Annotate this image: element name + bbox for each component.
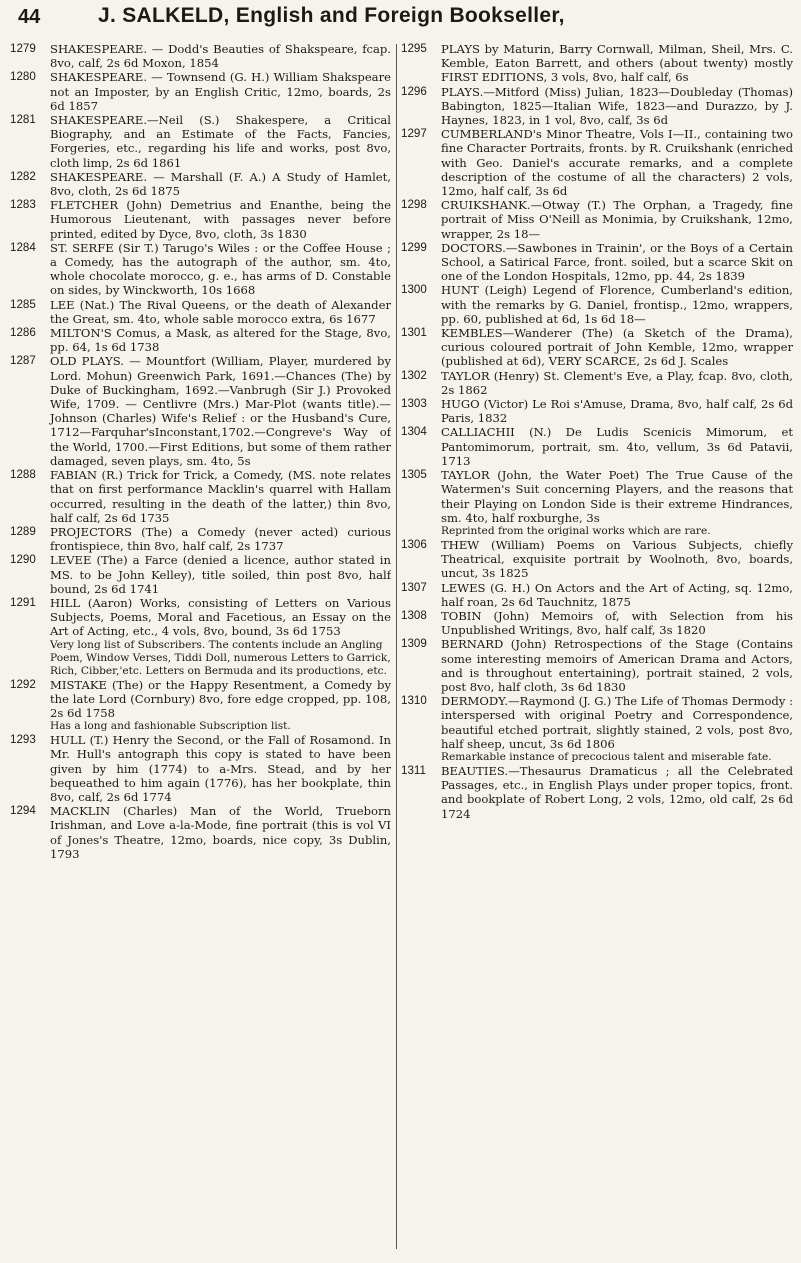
entry-row [10, 170, 391, 198]
catalogue-entry [401, 425, 793, 468]
entry-text: HUGO (Victor) Le Roi s'Amuse, Drama, 8vo, half calf, 2s 6d Paris, 1832 [441, 397, 793, 426]
entry-text: FLETCHER (John) Demetrius and Enanthe, being the Humorous Lieutenant, with passages never before printed, edited by Dyce, 8vo, cloth, 3s 1830 [50, 198, 391, 241]
catalogue-entry [10, 733, 391, 804]
catalogue-entry [10, 354, 391, 468]
entry-number: 1287 [10, 354, 36, 368]
entry-text: DOCTORS.—Sawbones in Trainin', or the Boys of a Certain School, a Satirical Farce, front. soiled, but a scarce Skit on one of the London Hospitals, 12mo, pp. 44, 2s 1839 [441, 240, 793, 284]
entry-row [10, 198, 391, 241]
page-header [0, 0, 801, 40]
entry-number: 1282 [10, 169, 36, 183]
entry-text: TAYLOR (John, the Water Poet) The True Cause of the Watermen's Suit concerning Players, and the reasons that their Playing on London Side is their extreme Hindrances, sm. 4to, half roxburghe, 3s [441, 468, 793, 525]
entry-text: SHAKESPEARE. — Dodd's Beauties of Shakspeare, fcap. 8vo, calf, 2s 6d Moxon, 1854 [50, 42, 391, 71]
entry-text: DERMODY.—Raymond (J. G.) The Life of Thomas Dermody : interspersed with original Poetry and Correspondence, beautiful etched portrait, slightly stained, 2 vols, post 8vo, half sheep, uncut, 3s 6d 1806 [441, 694, 793, 751]
catalogue-entry [10, 170, 391, 198]
page-number: 44 [18, 6, 41, 28]
entry-number: 1302 [401, 368, 427, 382]
entry-row [401, 85, 793, 128]
entry-number: 1280 [10, 70, 36, 84]
entry-text: CALLIACHII (N.) De Ludis Scenicis Mimorum, et Pantomimorum, portrait, sm. 4to, vellum, 3s 6d Patavii, 1713 [441, 425, 793, 468]
catalogue-entry [401, 127, 793, 198]
entry-text: PLAYS.—Mitford (Miss) Julian, 1823—Doubleday (Thomas) Babington, 1825—Italian Wife, 1823—and Durazzo, by J. Haynes, 1823, in 1 vol, 8vo, calf, 3s 6d [441, 84, 793, 128]
entry-text: TOBIN (John) Memoirs of, with Selection from his Unpublished Writings, 8vo, half calf, 3s 1820 [441, 608, 793, 638]
entry-number: 1286 [10, 326, 36, 340]
entry-number: 1295 [401, 42, 427, 55]
entry-row [10, 804, 391, 861]
entry-row [10, 113, 391, 170]
entry-row [10, 326, 391, 354]
entry-number: 1296 [401, 84, 427, 98]
entry-text: THEW (William) Poems on Various Subjects, chiefly Theatrical, exquisite portrait by Woolnoth, 8vo, boards, uncut, 3s 1825 [441, 537, 793, 581]
catalogue-entry [401, 538, 793, 581]
entry-number: 1298 [401, 198, 427, 212]
entry-number: 1281 [10, 113, 36, 127]
entry-text: LEE (Nat.) The Rival Queens, or the death of Alexander the Great, sm. 4to, whole sable morocco extra, 6s 1677 [50, 297, 391, 326]
catalogue-entry [401, 694, 793, 764]
entry-row [401, 425, 793, 468]
entry-number: 1283 [10, 198, 36, 212]
entry-row [10, 733, 391, 804]
entry-text: HULL (T.) Henry the Second, or the Fall of Rosamond. In Mr. Hull's antograph this copy is stated to have been given by him (1774) to a-Mrs. Stead, and by her bequeathed to him again (1776), has her bookplate, thin 8vo, calf, 2s 6d 1774 [50, 733, 391, 804]
catalogue-entry [401, 764, 793, 821]
entry-text: BERNARD (John) Retrospections of the Stage (Contains some interesting memoirs of American Drama and Actors, and is throughout entertaining), portrait stained, 2 vols, post 8vo, half cloth, 3s 6d 1830 [441, 637, 793, 694]
entry-number: 1307 [401, 580, 427, 594]
catalogue-entry [10, 326, 391, 354]
entry-row [10, 298, 391, 326]
catalogue-entry [10, 198, 391, 241]
entry-text: BEAUTIES.—Thesaurus Dramaticus ; all the Celebrated Passages, etc., in English Plays under proper topics, front. and bookplate of Robert Long, 2 vols, 12mo, old calf, 2s 6d 1724 [441, 763, 793, 821]
catalogue-entry [10, 70, 391, 113]
entry-row [401, 468, 793, 525]
entry-row [401, 241, 793, 284]
catalogue-entry [401, 609, 793, 637]
entry-number: 1306 [401, 537, 427, 551]
catalogue-entry [10, 553, 391, 596]
catalogue-entry [10, 468, 391, 525]
column-divider [396, 44, 397, 1249]
entry-text: HILL (Aaron) Works, consisting of Letters on Various Subjects, Poems, Moral and Facetious, an Essay on the Art of Acting, etc., 4 vols, 8vo, bound, 3s 6d 1753 [50, 595, 391, 639]
entry-number: 1311 [401, 763, 426, 777]
entry-text: PROJECTORS (The) a Comedy (never acted) curious frontispiece, thin 8vo, half calf, 2s 1737 [50, 524, 391, 554]
catalogue-entry [401, 468, 793, 538]
entry-row [401, 581, 793, 609]
catalogue-entry [10, 241, 391, 298]
entry-row [401, 538, 793, 581]
catalogue-entry [10, 596, 391, 678]
entry-row [401, 609, 793, 637]
entry-row [401, 127, 793, 198]
entry-row [401, 198, 793, 241]
entry-text: ST. SERFE (Sir T.) Tarugo's Wiles : or the Coffee House ; a Comedy, has the autograph of the author, sm. 4to, whole chocolate morocco, g. e., has arms of D. Constable on sides, by Winckworth, 10s 1668 [50, 240, 391, 298]
catalogue-entry [401, 369, 793, 397]
entry-text: SHAKESPEARE.—Neil (S.) Shakespere, a Critical Biography, and an Estimate of the Facts, Fancies, Forgeries, etc., regarding his life and works, post 8vo, cloth limp, 2s 6d 1861 [50, 113, 391, 170]
entry-row [401, 397, 793, 425]
entry-number: 1297 [401, 127, 427, 141]
entry-text: KEMBLES—Wanderer (The) (a Sketch of the Drama), curious coloured portrait of John Kemble, 12mo, wrapper (published at 6d), VERY SCARCE, 2s 6d J. Scales [441, 326, 793, 369]
entry-number: 1292 [10, 677, 36, 691]
entry-number: 1299 [401, 240, 427, 254]
catalogue-entry [401, 241, 793, 284]
entry-note: Remarkable instance of precocious talent and miserable fate. [441, 750, 772, 763]
entry-text: CRUIKSHANK.—Otway (T.) The Orphan, a Tragedy, fine portrait of Miss O'Neill as Monimia, by Cruikshank, 12mo, wrapper, 2s 18— [441, 198, 793, 241]
entry-number: 1291 [10, 595, 36, 609]
entry-text: PLAYS by Maturin, Barry Cornwall, Milman, Sheil, Mrs. C. Kemble, Eaton Barrett, and others (about twenty) mostly FIRST EDITIONS, 3 vols, 8vo, half calf, 6s [441, 42, 793, 85]
entry-number: 1310 [401, 694, 427, 708]
entry-text: SHAKESPEARE. — Townsend (G. H.) William Shakspeare not an Imposter, by an English Critic, 12mo, boards, 2s 6d 1857 [50, 70, 391, 113]
entry-row [10, 241, 391, 298]
entry-text: LEWES (G. H.) On Actors and the Art of Acting, sq. 12mo, half roan, 2s 6d Tauchnitz, 1875 [441, 580, 793, 609]
entry-number: 1293 [10, 733, 36, 747]
entry-row [10, 70, 391, 113]
entry-row [10, 468, 391, 525]
catalogue-entry [10, 113, 391, 170]
entry-note: Very long list of Subscribers. The contents include an Angling Poem, Window Verses, Tiddi Doll, numerous Letters to Garrick, Rich, Cibber,'etc. Letters on Bermuda and its productions, etc. [50, 638, 391, 677]
entry-note: Has a long and fashionable Subscription list. [50, 720, 291, 733]
catalogue-entry [10, 298, 391, 326]
entry-text: OLD PLAYS. — Mountfort (William, Player, murdered by Lord. Mohun) Greenwich Park, 1691.—Chances (The) by Duke of Buckingham, 1692.—Vanbrugh (Sir J.) Provoked Wife, 1709. — Centlivre (Mrs.) Mar-Plot (wants title).—Johnson (Charles) Wife's Relief : or the Husband's Cure, 1712—Farquhar'sInconstant,1702.—Congreve's Way of the World, 1700.—First Editions, but some of them rather damaged, seven plays, sm. 4to, 5s [50, 354, 391, 468]
entry-text: LEVEE (The) a Farce (denied a licence, author stated in MS. to be John Kelley), title soiled, thin post 8vo, half bound, 2s 6d 1741 [50, 553, 391, 596]
entry-number: 1279 [10, 42, 36, 55]
catalogue-entry [10, 678, 391, 734]
catalogue-entry [401, 326, 793, 369]
entry-row [10, 525, 391, 553]
catalogue-entry [401, 198, 793, 241]
entry-number: 1304 [401, 425, 427, 439]
left-column [10, 42, 391, 1254]
entry-text: TAYLOR (Henry) St. Clement's Eve, a Play, fcap. 8vo, cloth, 2s 1862 [441, 368, 793, 397]
entry-row [401, 694, 793, 751]
entry-number: 1285 [10, 297, 36, 311]
catalogue-entry [401, 283, 793, 326]
entry-number: 1309 [401, 637, 427, 651]
entry-number: 1308 [401, 608, 427, 622]
entry-number: 1303 [401, 397, 427, 411]
entry-row [401, 283, 793, 326]
catalogue-entry [401, 42, 793, 85]
entry-row [401, 326, 793, 369]
entry-row [401, 637, 793, 694]
entry-text: MISTAKE (The) or the Happy Resentment, a Comedy by the late Lord (Cornbury) 8vo, fore edge cropped, pp. 108, 2s 6d 1758 [50, 677, 391, 720]
entry-row [10, 553, 391, 596]
catalogue-entry [401, 85, 793, 128]
entry-row [10, 354, 391, 468]
entry-number: 1294 [10, 804, 36, 818]
entry-row [401, 369, 793, 397]
entry-number: 1284 [10, 240, 36, 254]
catalogue-entry [401, 637, 793, 694]
entry-row [10, 596, 391, 639]
entry-number: 1301 [401, 326, 427, 340]
entry-row [10, 42, 391, 70]
catalogue-entry [10, 42, 391, 70]
catalogue-entry [401, 581, 793, 609]
catalogue-entry [10, 804, 391, 861]
entry-row [10, 678, 391, 721]
entry-text: MACKLIN (Charles) Man of the World, Trueborn Irishman, and Love a-la-Mode, fine portrait (this is vol VI of Jones's Theatre, 12mo, boards, nice copy, 3s Dublin, 1793 [50, 804, 391, 861]
entry-number: 1290 [10, 553, 36, 567]
entry-text: MILTON'S Comus, a Mask, as altered for the Stage, 8vo, pp. 64, 1s 6d 1738 [50, 326, 391, 355]
entry-note: Reprinted from the original works which are rare. [441, 524, 711, 537]
running-title: J. SALKELD, English and Foreign Bookseller, [98, 4, 565, 27]
entry-text: CUMBERLAND's Minor Theatre, Vols I—II., containing two fine Character Portraits, fronts. by R. Cruikshank (enriched with Geo. Daniel's accurate remarks, and a complete description of the costume of all the characters) 2 vols, 12mo, half calf, 3s 6d [441, 127, 793, 199]
entry-text: HUNT (Leigh) Legend of Florence, Cumberland's edition, with the remarks by G. Daniel, frontisp., 12mo, wrappers, pp. 60, published at 6d, 1s 6d 18— [441, 283, 793, 326]
catalogue-entry [10, 525, 391, 553]
right-column [401, 42, 793, 1254]
entry-row [401, 42, 793, 85]
entry-number: 1288 [10, 468, 36, 482]
entry-text: SHAKESPEARE. — Marshall (F. A.) A Study of Hamlet, 8vo, cloth, 2s 6d 1875 [50, 169, 391, 199]
entry-number: 1300 [401, 283, 427, 297]
entry-row [401, 764, 793, 821]
catalogue-entry [401, 397, 793, 425]
entry-number: 1289 [10, 524, 36, 538]
entry-text: FABIAN (R.) Trick for Trick, a Comedy, (MS. note relates that on first performance Macklin's quarrel with Hallam occurred, resulting in the death of the latter,) thin 8vo, half calf, 2s 6d 1735 [50, 468, 391, 525]
entry-number: 1305 [401, 468, 427, 482]
